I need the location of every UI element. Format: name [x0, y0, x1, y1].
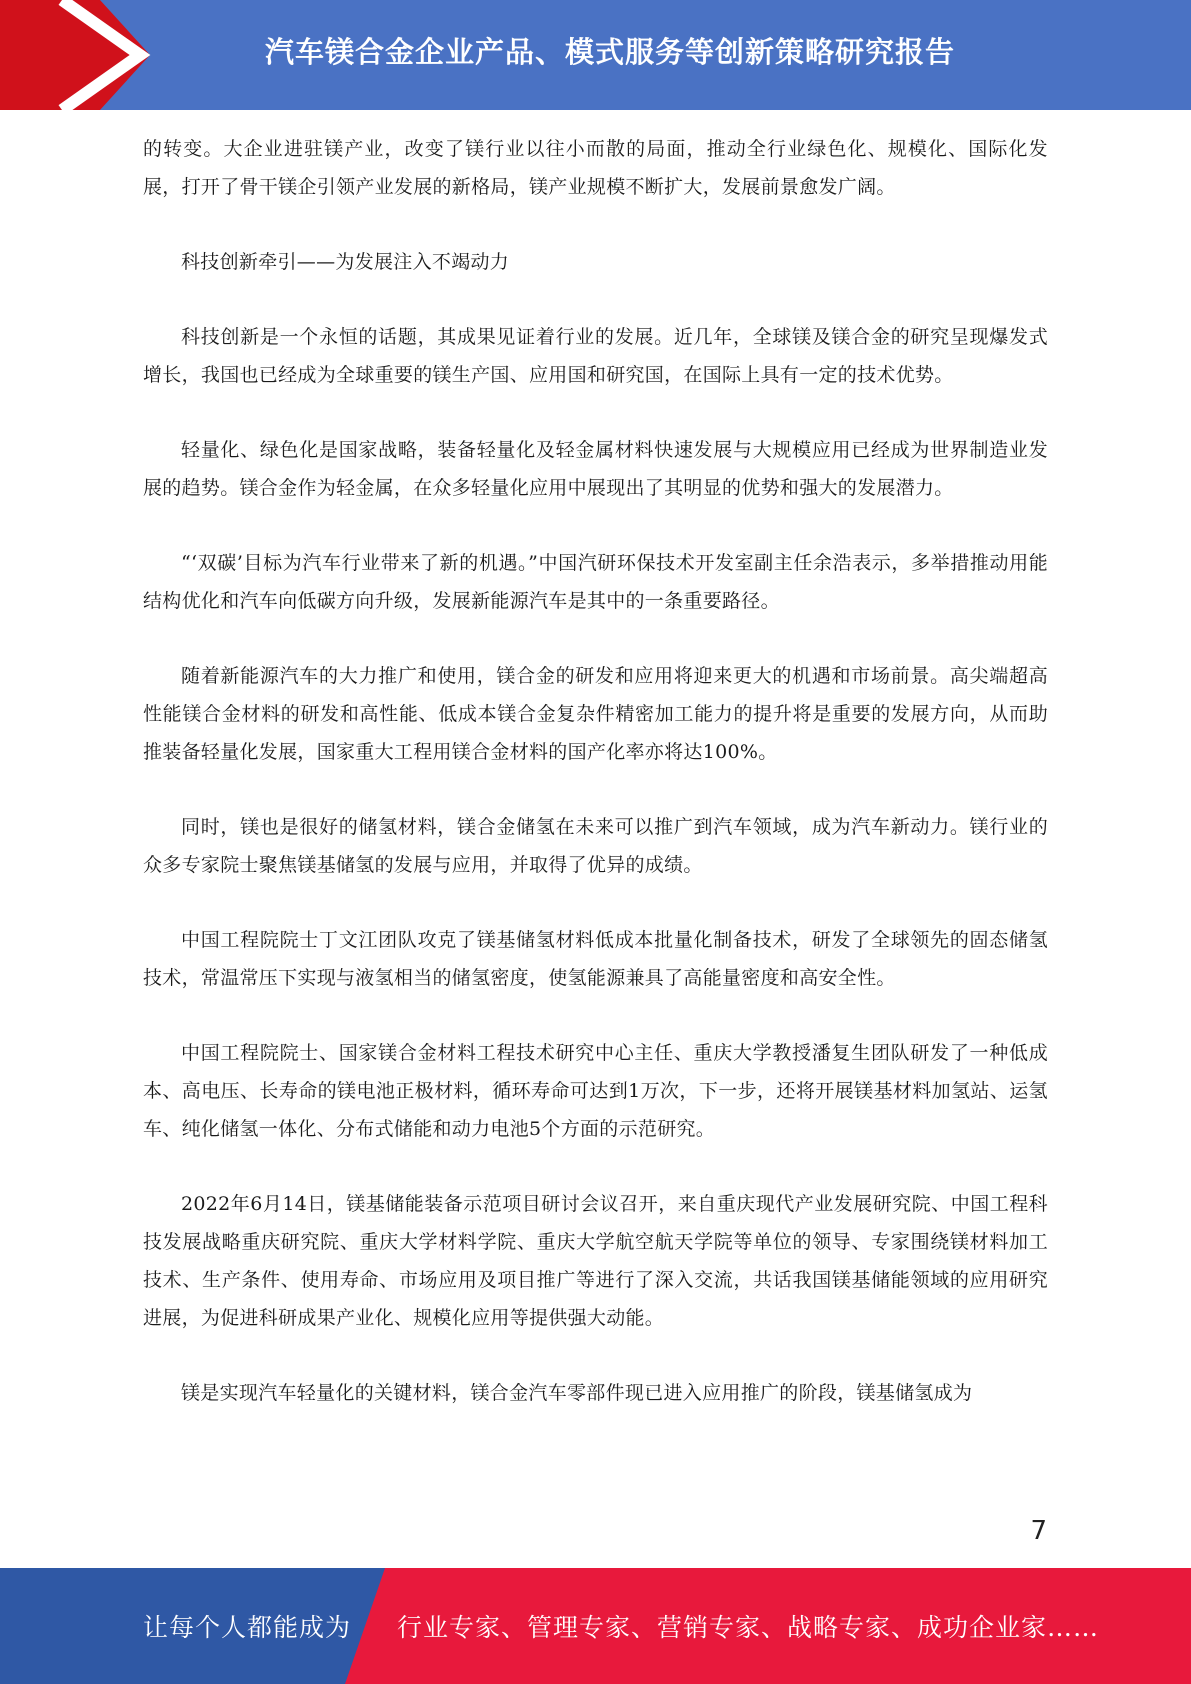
paragraph: 同时，镁也是很好的储氢材料，镁合金储氢在未来可以推广到汽车领域，成为汽车新动力。镁行业的众多专家院士聚焦镁基储氢的发展与应用，并取得了优异的成绩。 [143, 816, 1048, 876]
paragraph: 科技创新是一个永恒的话题，其成果见证着行业的发展。近几年，全球镁及镁合金的研究呈现爆发式增长，我国也已经成为全球重要的镁生产国、应用国和研究国，在国际上具有一定的技术优势。 [143, 326, 1048, 386]
paragraph: 2022年6月14日，镁基储能装备示范项目研讨会议召开，来自重庆现代产业发展研究院、中国工程科技发展战略重庆研究院、重庆大学材料学院、重庆大学航空航天学院等单位的领导、专家围绕镁材料加工技术、生产条件、使用寿命、市场应用及项目推广等进行了深入交流，共话我国镁基储能领域的应用研究进展，为促进科研成果产业化、规模化应用等提供强大动能。 [143, 1193, 1048, 1329]
paragraph: 镁是实现汽车轻量化的关键材料，镁合金汽车零部件现已进入应用推广的阶段，镁基储氢成为 [181, 1382, 973, 1404]
paragraph: 中国工程院院士、国家镁合金材料工程技术研究中心主任、重庆大学教授潘复生团队研发了一种低成本、高电压、长寿命的镁电池正极材料，循环寿命可达到1万次，下一步，还将开展镁基材料加氢站、运氢车、纯化储氢一体化、分布式储能和动力电池5个方面的示范研究。 [143, 1042, 1048, 1140]
page-footer [0, 1568, 1191, 1684]
document-body [143, 130, 1048, 1449]
paragraph: 中国工程院院士丁文江团队攻克了镁基储氢材料低成本批量化制备技术，研发了全球领先的固态储氢技术，常温常压下实现与液氢相当的储氢密度，使氢能源兼具了高能量密度和高安全性。 [143, 929, 1048, 989]
page-header [0, 0, 1191, 110]
paragraph: 随着新能源汽车的大力推广和使用，镁合金的研发和应用将迎来更大的机遇和市场前景。高尖端超高性能镁合金材料的研发和高性能、低成本镁合金复杂件精密加工能力的提升将是重要的发展方向，从而助推装备轻量化发展，国家重大工程用镁合金材料的国产化率亦将达100%。 [143, 665, 1048, 763]
footer-slogan-left: 让每个人都能成为 [143, 1613, 352, 1642]
footer-slogan-right: 行业专家、管理专家、营销专家、战略专家、成功企业家…… [397, 1613, 1100, 1642]
paragraph: “‘双碳’目标为汽车行业带来了新的机遇。”中国汽研环保技术开发室副主任余浩表示，多举措推动用能结构优化和汽车向低碳方向升级，发展新能源汽车是其中的一条重要路径。 [143, 552, 1048, 612]
paragraph: 的转变。大企业进驻镁产业，改变了镁行业以往小而散的局面，推动全行业绿色化、规模化、国际化发展，打开了骨干镁企引领产业发展的新格局，镁产业规模不断扩大，发展前景愈发广阔。 [143, 138, 1048, 198]
header-chevron-decoration [0, 0, 160, 110]
page-number: 7 [1030, 1516, 1047, 1546]
section-heading: 科技创新牵引——为发展注入不竭动力 [181, 251, 510, 273]
paragraph: 轻量化、绿色化是国家战略，装备轻量化及轻金属材料快速发展与大规模应用已经成为世界制造业发展的趋势。镁合金作为轻金属，在众多轻量化应用中展现出了其明显的优势和强大的发展潜力。 [143, 439, 1048, 499]
report-title: 汽车镁合金企业产品、模式服务等创新策略研究报告 [264, 34, 955, 69]
